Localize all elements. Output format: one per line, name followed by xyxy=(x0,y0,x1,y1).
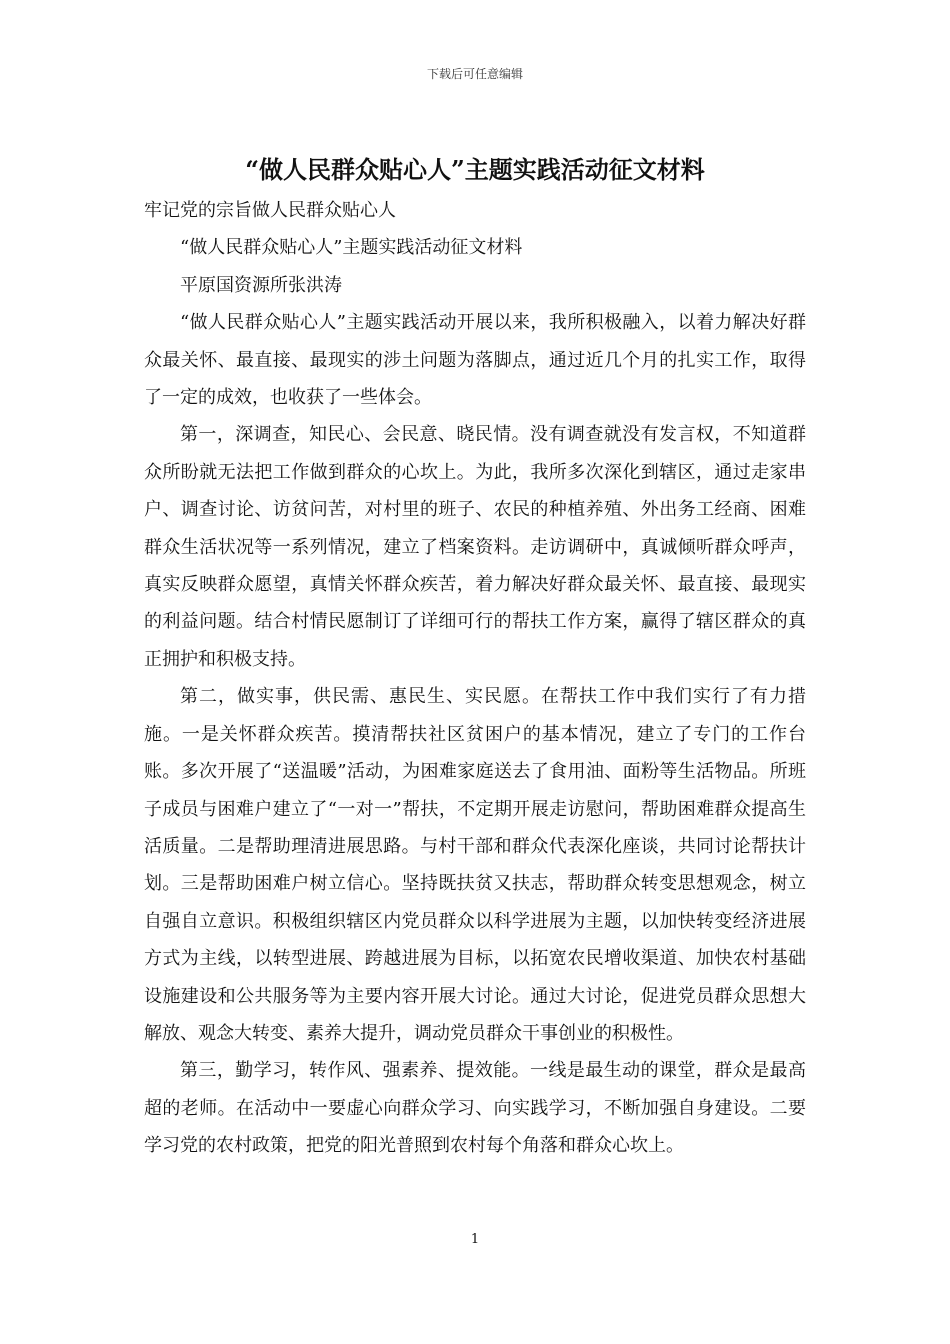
document-title: “做人民群众贴心人”主题实践活动征文材料 xyxy=(245,155,705,184)
paragraph-intro: “做人民群众贴心人”主题实践活动开展以来，我所积极融入，以着力解决好群众最关怀、最直接、最现实的涉土问题为落脚点，通过近几个月的扎实工作，取得了一定的成效，也收获了一些体会。 xyxy=(144,312,806,409)
paragraph-second-point: 第二，做实事，供民需、惠民生、实民愿。在帮扶工作中我们实行了有力措施。一是关怀群众疾苦。摸清帮扶社区贫困户的基本情况，建立了专门的工作台账。多次开展了“送温暖”活动，为困难家庭送去了食用油、面粉等生活物品。所班子成员与困难户建立了“一对一”帮扶，不定期开展走访慰问，帮助困难群众提高生活质量。二是帮助理清进展思路。与村干部和群众代表深化座谈，共同讨论帮扶计划。三是帮助困难户树立信心。坚持既扶贫又扶志，帮助群众转变思想观念，树立自强自立意识。积极组织辖区内党员群众以科学进展为主题，以加快转变经济进展方式为主线，以转型进展、跨越进展为目标，以拓宽农民增收渠道、加快农村基础设施建设和公共服务等为主要内容开展大讨论。通过大讨论，促进党员群众思想大解放、观念大转变、素养大提升，调动党员群众干事创业的积极性。 xyxy=(144,686,806,1044)
document-repeat-title: “做人民群众贴心人”主题实践活动征文材料 xyxy=(180,237,523,259)
page-header-note: 下载后可任意编辑 xyxy=(426,67,523,81)
page-number: 1 xyxy=(470,1232,480,1247)
paragraph-first-point: 第一，深调查，知民心、会民意、晓民情。没有调查就没有发言权，不知道群众所盼就无法把工作做到群众的心坎上。为此，我所多次深化到辖区，通过走家串户、调查讨论、访贫问苦，对村里的班子、农民的种植养殖、外出务工经商、困难群众生活状况等一系列情况，建立了档案资料。走访调研中，真诚倾听群众呼声，真实反映群众愿望，真情关怀群众疾苦，着力解决好群众最关怀、最直接、最现实的利益问题。结合村情民愿制订了详细可行的帮扶工作方案，赢得了辖区群众的真正拥护和积极支持。 xyxy=(144,424,806,670)
paragraph-third-point: 第三，勤学习，转作风、强素养、提效能。一线是最生动的课堂，群众是最高超的老师。在活动中一要虚心向群众学习、向实践学习，不断加强自身建设。二要学习党的农村政策，把党的阳光普照到农村每个角落和群众心坎上。 xyxy=(144,1060,806,1157)
document-author: 平原国资源所张洪涛 xyxy=(180,274,342,296)
document-body xyxy=(144,192,806,1165)
document-subtitle: 牢记党的宗旨做人民群众贴心人 xyxy=(144,200,396,221)
